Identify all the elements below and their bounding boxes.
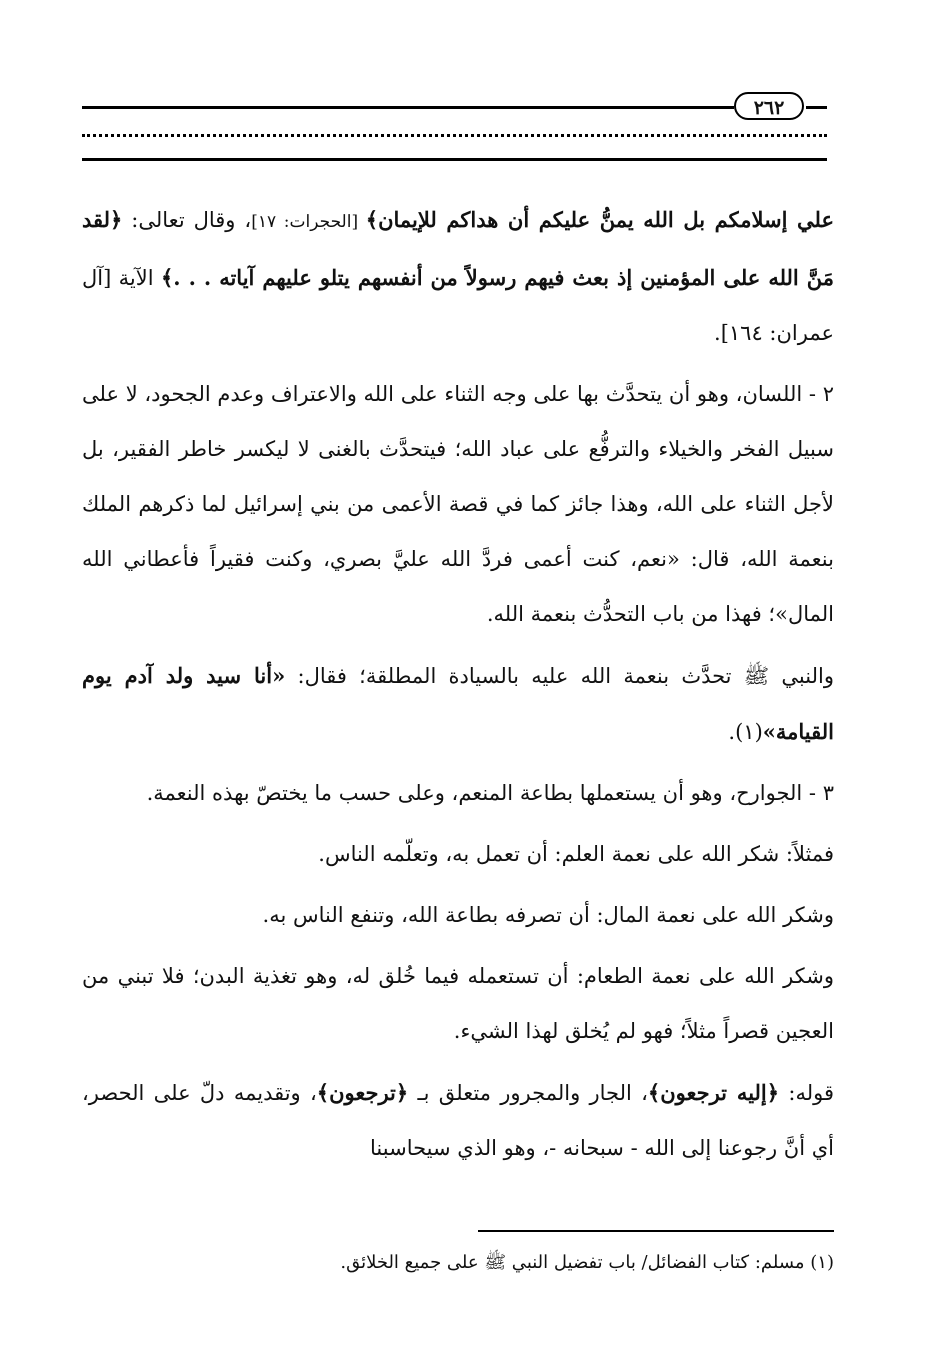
page-number: ٢٦٢ <box>734 92 804 120</box>
text-run: ، الجار والمجرور متعلق بـ <box>408 1081 648 1105</box>
hadith-quote: «أنا سيد ولد آدم يوم القيامة» <box>82 663 834 744</box>
header-dotted-rule <box>82 134 827 137</box>
quran-quote: ﴿ترجعون﴾ <box>316 1080 409 1105</box>
paragraph-4: ٣ - الجوارح، وهو أن يستعملها بطاعة المنعم، وعلى حسب ما يختصّ بهذه النعمة. <box>146 781 834 805</box>
paragraph-7: وشكر الله على نعمة الطعام: أن تستعمله فيما خُلق له، وهو تغذية البدن؛ فلا تبني من العجين قصراً مثلاً؛ فهو لم يُخلق لهذا الشيء. <box>82 964 834 1043</box>
text-run: والنبي ﷺ تحدَّث بنعمة الله عليه بالسيادة المطلقة؛ فقال: <box>285 664 834 688</box>
text-run: ، وقال تعالى: <box>122 208 252 232</box>
quran-quote: ﴿إليه ترجعون﴾ <box>647 1080 780 1105</box>
page-header <box>82 92 827 164</box>
footnote-number: (١) <box>810 1252 834 1273</box>
paragraph-6: وشكر الله على نعمة المال: أن تصرفه بطاعة الله، وتنفع الناس به. <box>262 903 834 927</box>
paragraph-3 <box>82 648 834 760</box>
quran-quote: علي إسلامكم بل الله يمنُّ عليكم أن هداكم للإيمان﴾ <box>365 207 835 232</box>
citation: [الحجرات: ١٧] <box>251 212 366 232</box>
text-run: قوله: <box>779 1081 834 1105</box>
paragraph-1 <box>82 192 834 361</box>
header-rule <box>82 106 734 109</box>
paragraph-2: ٢ - اللسان، وهو أن يتحدَّث بها على وجه الثناء على الله والاعتراف وعدم الجحود، لا على سبيل الفخر والخيلاء والترفُّع على عباد الله؛ فيتحدَّث بالغنى لا ليكسر خاطر الفقير، بل لأجل الثناء على الله، وهذا جائز كما في قصة الأعمى من بني إسرائيل لما ذكرهم الملك بنعمة الله، قال: «نعم، كنت أعمى فردَّ الله عليَّ بصري، وكنت فقيراً فأعطاني الله المال»؛ فهذا من باب التحدُّث بنعمة الله. <box>82 382 834 626</box>
text-run: ، وتقديمه دلّ على الحصر، أي أنَّ رجوعنا إلى الله - سبحانه -، وهو الذي سيحاسبنا <box>82 1081 834 1160</box>
paragraph-5: فمثلاً: شكر الله على نعمة العلم: أن تعمل به، وتعلّمه الناس. <box>318 842 834 866</box>
main-text <box>82 192 834 1182</box>
footnote-text: مسلم: كتاب الفضائل/ باب تفضيل النبي ﷺ على جميع الخلائق. <box>340 1252 805 1273</box>
footnote-separator <box>478 1230 834 1232</box>
citation: الآية [آل عمران: ١٦٤]. <box>82 266 834 345</box>
header-rule-end <box>806 106 827 109</box>
footnote-ref: (١). <box>728 720 763 744</box>
header-bottom-rule <box>82 158 827 161</box>
paragraph-8 <box>82 1065 834 1176</box>
footnote <box>82 1248 834 1278</box>
quran-quote: ﴿لقد مَنَّ الله على المؤمنين إذ بعث فيهم رسولاً من أنفسهم يتلو عليهم آياته . . .﴾ <box>82 207 835 290</box>
